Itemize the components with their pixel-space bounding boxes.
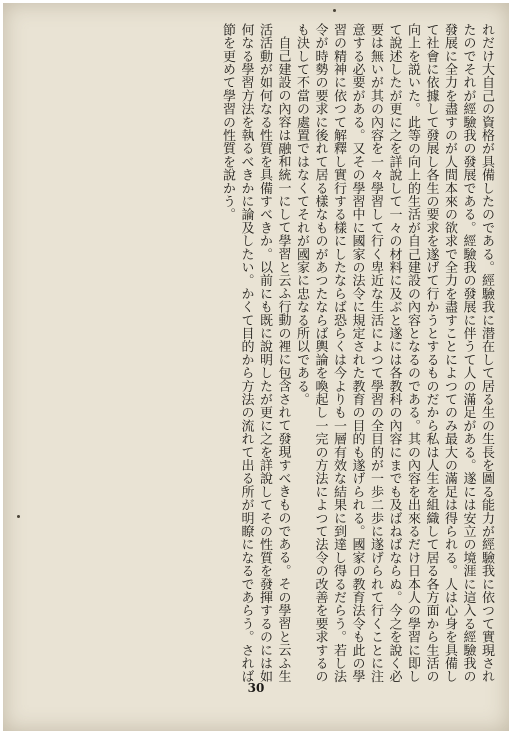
ink-speck <box>333 9 336 12</box>
book-page <box>3 3 509 731</box>
ink-speck <box>17 515 20 518</box>
vertical-text-body <box>25 23 495 683</box>
paragraph: 自己建設の內容は融和統一にして學習と云ふ行動の裡に包含されて發現すべきものである。その學習と云ふ生活活動が如何なる性質を具備すべきか。以前にも既に說明したが更に之を詳說してその性質を發揮するのには如何なる學習方法を執るべきかに論及したい。かくて目的から方法の流れて出る所が明瞭になるであらう。されば節を更めて學習の性質を說かう。 <box>220 23 291 683</box>
page-number: 30 <box>247 681 265 695</box>
paragraph: れだけ大自己の資格が具備したのである。經驗我に潜在して居る生の生長を圖る能力が經驗我に依つて實現されたのでそれが經驗我の發展である。經驗我の發展に伴うて人の滿足がある。遂には安立の境涯に這入る經驗我の發展に全力を盡すのが人間本來の欲求で全力を盡すことによつてのみ最大の滿足は得られる。人は心身を具備して社會に依據して發展し各生の要求を遂げて行かうとするものだから私は人生を組織して居る各方面から生活の向上を説いた。此等の向上的生活が自己建設の內容となるのである。其の內容を出來るだけ日本人の學習に即して說述したが更に之を詳說して一々の材料に及ぶと遂には各教科の內容にまでも及ばねばならぬ。今之を說く必要は無いが其の內容を一々學習して行く卑近な生活によつて學習の全目的が一歩二歩に遂げられて行くことに注意する必要がある。又その學習中に國家の法令に規定された教育の目的も遂げられる。國家の教育法令も此の學習の精神に依つて解釋し實行する樣にしたならば恐らくは今よりも一層有效な結果に到達し得るだらう。若し法令が時勢の要求に後れて居る樣なものがあつたならば輿論を喚起し一完の方法によつて法令の改善を要求するのも決して不當の處置ではなくてそれが國家に忠なる所以である。 <box>294 23 494 683</box>
